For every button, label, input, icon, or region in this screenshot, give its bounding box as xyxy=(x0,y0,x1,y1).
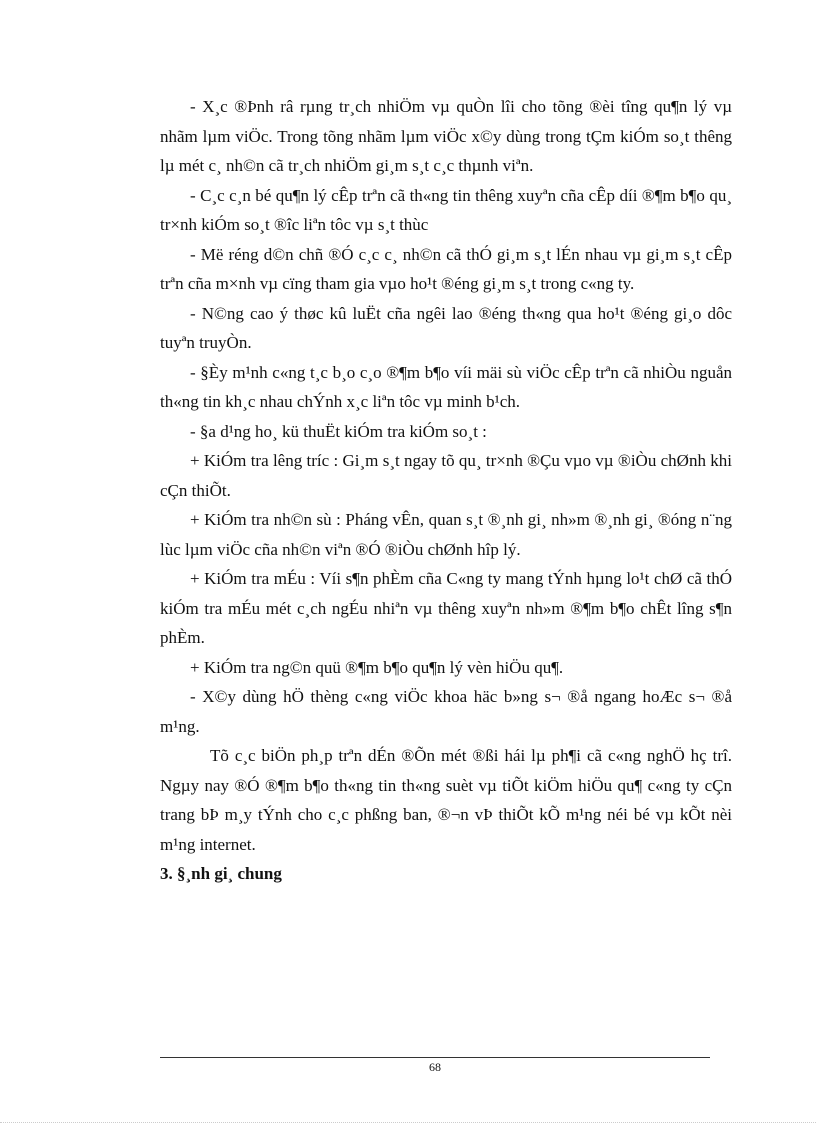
paragraph-check-sample: + KiÓm tra mÉu : Víi s¶n phÈm cña C«ng ty mang tÝnh hµng lo¹t chØ cã thÓ kiÓm tra mÉu mét c¸ch ngÉu nhiªn vµ thêng xuyªn nh»m ®¶m b¶o chÊt lîng s¶n phÈm. xyxy=(160,569,732,647)
page-number: 68 xyxy=(429,1060,441,1074)
body-text xyxy=(160,92,732,889)
paragraph-check-advance: + KiÓm tra lêng tríc : Gi¸m s¸t ngay tõ qu¸ tr×nh ®Çu vµo vµ ®iÒu chØnh khi cÇn thiÕt. xyxy=(160,451,732,500)
section-heading: 3. §¸nh gi¸ chung xyxy=(160,864,282,883)
paragraph-responsibility: - X¸c ®Þnh râ rµng tr¸ch nhiÖm vµ quÒn lîi cho tõng ®èi tîng qu¶n lý vµ nhãm lµm viÖc. Trong tõng nhãm lµm viÖc x©y dùng trong tÇm kiÓm so¸t thêng lµ mét c¸ nh©n cã tr¸ch nhiÖm gi¸m s¸t c¸c thµnh viªn. xyxy=(160,97,732,175)
paragraph-information-flow: - C¸c c¸n bé qu¶n lý cÊp trªn cã th«ng tin thêng xuyªn cña cÊp díi ®¶m b¶o qu¸ tr×nh kiÓm so¸t ®îc liªn tôc vµ s¸t thùc xyxy=(160,185,732,234)
paragraph-techniques: - §a d¹ng ho¸ kü thuËt kiÓm tra kiÓm so¸t : xyxy=(190,421,487,441)
paragraph-reporting: - §Èy m¹nh c«ng t¸c b¸o c¸o ®¶m b¶o víi mäi sù viÖc cÊp trªn cã nhiÒu nguån th«ng tin kh¸c nhau chÝnh x¸c liªn tôc vµ minh b¹ch. xyxy=(160,362,732,411)
paragraph-technology: Tõ c¸c biÖn ph¸p trªn dÉn ®Õn mét ®ßi hái lµ ph¶i cã c«ng nghÖ hç trî. Ngµy nay ®Ó ®¶m b¶o th«ng tin th«ng suèt vµ tiÕt kiÖm hiÖu qu¶ c«ng ty cÇn trang bÞ m¸y tÝnh cho c¸c phßng ban, ®¬n vÞ thiÕt kÕ m¹ng néi bé vµ kÕt nèi m¹ng internet. xyxy=(160,746,732,854)
paragraph-democracy: - Më réng d©n chñ ®Ó c¸c c¸ nh©n cã thÓ gi¸m s¸t lÉn nhau vµ gi¸m s¸t cÊp trªn cña m×nh vµ cïng tham gia vµo ho¹t ®éng gi¸m s¸t trong c«ng ty. xyxy=(160,244,732,293)
paragraph-work-system: - X©y dùng hÖ thèng c«ng viÖc khoa häc b»ng s¬ ®å ngang hoÆc s¬ ®å m¹ng. xyxy=(160,687,732,736)
footer-divider xyxy=(160,1057,710,1058)
paragraph-check-personnel: + KiÓm tra nh©n sù : Pháng vÊn, quan s¸t ®¸nh gi¸ nh»m ®¸nh gi¸ ®óng n¨ng lùc lµm viÖc cña nh©n viªn ®Ó ®iÒu chØnh hîp lý. xyxy=(160,510,732,559)
paragraph-discipline: - N©ng cao ý thøc kû luËt cña ngêi lao ®éng th«ng qua ho¹t ®éng gi¸o dôc tuyªn truyÒn. xyxy=(160,303,732,352)
paragraph-check-budget: + KiÓm tra ng©n quü ®¶m b¶o qu¶n lý vèn hiÖu qu¶. xyxy=(190,657,564,677)
